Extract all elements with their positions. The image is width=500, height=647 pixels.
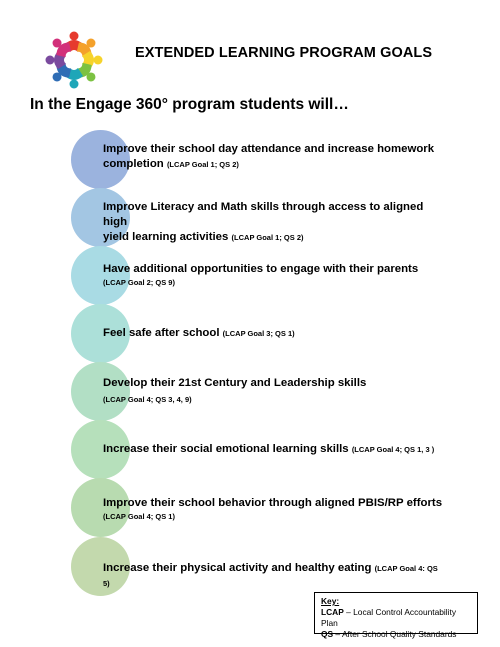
goal-text: Have additional opportunities to engage with their parents (LCAP Goal 2; QS 9)	[103, 262, 443, 288]
goal-item	[0, 188, 500, 246]
goal-reference: (LCAP Goal 4: QS 5)	[103, 564, 438, 588]
goal-reference: (LCAP Goal 1; QS 2)	[231, 233, 304, 242]
goal-reference: (LCAP Goal 4; QS 3, 4, 9)	[103, 395, 192, 404]
goal-item	[0, 420, 500, 478]
goal-text: Improve Literacy and Math skills through access to aligned high yield learning activities (LCAP Goal 1; QS 2)	[103, 201, 424, 243]
goal-text: Develop their 21st Century and Leadership skills (LCAP Goal 4; QS 3, 4, 9)	[103, 376, 443, 405]
engage-logo-icon	[42, 28, 106, 92]
goal-reference: (LCAP Goal 4; QS 1)	[103, 512, 175, 521]
goal-reference: (LCAP Goal 4; QS 1, 3 )	[351, 445, 435, 454]
key-title: Key:	[321, 596, 340, 606]
key-legend	[314, 592, 478, 639]
intro-heading: In the Engage 360° program students will…	[30, 96, 349, 113]
goal-item	[0, 130, 500, 188]
goal-text: Increase their social emotional learning skills (LCAP Goal 4; QS 1, 3 )	[103, 443, 435, 455]
goal-text: Improve their school day attendance and increase homework completion (LCAP Goal 1; QS 2)	[103, 143, 435, 170]
goal-reference: (LCAP Goal 3; QS 1)	[222, 329, 295, 338]
goal-item	[0, 304, 500, 362]
page-title: EXTENDED LEARNING PROGRAM GOALS	[135, 45, 433, 61]
key-lcap: LCAP – Local Control Accountability Plan	[321, 607, 457, 628]
goal-reference: (LCAP Goal 1; QS 2)	[166, 160, 239, 169]
goal-item	[0, 246, 500, 304]
goal-item	[0, 362, 500, 420]
goal-text: Feel safe after school (LCAP Goal 3; QS 1)	[103, 327, 295, 339]
goal-reference: (LCAP Goal 2; QS 9)	[103, 278, 175, 287]
key-qs: QS – After School Quality Standards	[321, 629, 457, 639]
goal-text: Increase their physical activity and healthy eating (LCAP Goal 4: QS 5)	[103, 562, 438, 588]
goal-text: Improve their school behavior through aligned PBIS/RP efforts (LCAP Goal 4; QS 1)	[103, 497, 443, 521]
goal-item	[0, 478, 500, 536]
goal-item	[0, 537, 500, 595]
